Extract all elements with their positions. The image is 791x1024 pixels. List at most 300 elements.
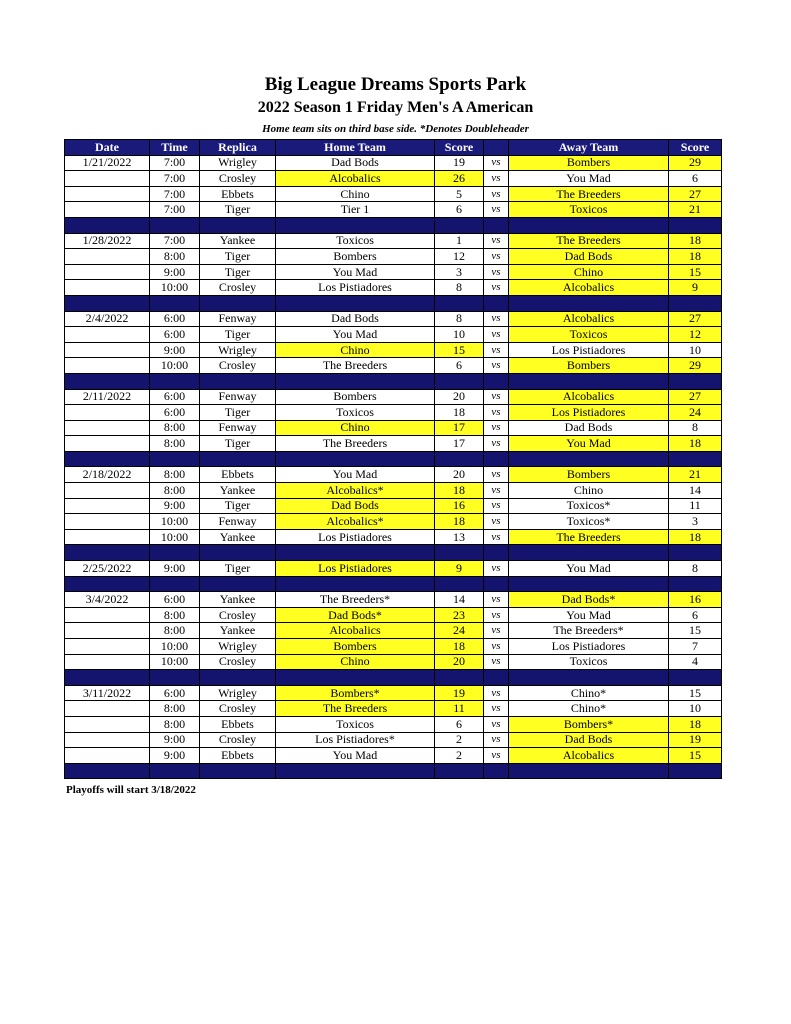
- home-score-cell: 6: [435, 358, 484, 374]
- home-score-cell: 10: [435, 327, 484, 343]
- separator-cell: [669, 670, 722, 686]
- home-team-cell: Toxicos: [276, 716, 435, 732]
- replica-cell: Tiger: [200, 202, 276, 218]
- separator-cell: [276, 763, 435, 779]
- date-cell: [65, 420, 150, 436]
- away-team-cell: Toxicos*: [509, 514, 669, 530]
- separator-cell: [150, 545, 200, 561]
- separator-cell: [276, 373, 435, 389]
- away-team-cell: The Breeders: [509, 529, 669, 545]
- home-score-cell: 17: [435, 436, 484, 452]
- vs-cell: vs: [484, 155, 509, 171]
- time-cell: 6:00: [150, 389, 200, 405]
- home-score-cell: 6: [435, 716, 484, 732]
- vs-cell: vs: [484, 483, 509, 499]
- separator-cell: [65, 373, 150, 389]
- away-team-cell: Alcobalics: [509, 311, 669, 327]
- replica-cell: Yankee: [200, 483, 276, 499]
- col-header-away-team: Away Team: [509, 140, 669, 156]
- game-row: [65, 748, 722, 764]
- vs-cell: vs: [484, 498, 509, 514]
- separator-cell: [150, 217, 200, 233]
- time-cell: 10:00: [150, 529, 200, 545]
- replica-cell: Ebbets: [200, 467, 276, 483]
- replica-cell: Yankee: [200, 529, 276, 545]
- replica-cell: Tiger: [200, 561, 276, 577]
- away-score-cell: 3: [669, 514, 722, 530]
- home-score-cell: 18: [435, 639, 484, 655]
- vs-cell: vs: [484, 436, 509, 452]
- game-row: [65, 732, 722, 748]
- home-team-cell: Alcobalics*: [276, 514, 435, 530]
- away-score-cell: 10: [669, 701, 722, 717]
- separator-cell: [669, 451, 722, 467]
- home-score-cell: 3: [435, 264, 484, 280]
- replica-cell: Tiger: [200, 264, 276, 280]
- date-cell: 2/25/2022: [65, 561, 150, 577]
- game-row: [65, 249, 722, 265]
- home-team-cell: Alcobalics: [276, 623, 435, 639]
- away-score-cell: 15: [669, 685, 722, 701]
- date-cell: 2/4/2022: [65, 311, 150, 327]
- separator-cell: [509, 295, 669, 311]
- home-team-cell: The Breeders*: [276, 592, 435, 608]
- home-score-cell: 23: [435, 607, 484, 623]
- separator-cell: [65, 451, 150, 467]
- replica-cell: Fenway: [200, 420, 276, 436]
- away-score-cell: 7: [669, 639, 722, 655]
- away-score-cell: 27: [669, 389, 722, 405]
- game-row: [65, 327, 722, 343]
- separator-cell: [150, 576, 200, 592]
- away-team-cell: Toxicos*: [509, 498, 669, 514]
- away-team-cell: Chino*: [509, 685, 669, 701]
- away-team-cell: You Mad: [509, 171, 669, 187]
- footer-note: Playoffs will start 3/18/2022: [66, 784, 196, 796]
- date-cell: [65, 716, 150, 732]
- date-cell: [65, 280, 150, 296]
- game-row: [65, 405, 722, 421]
- vs-cell: vs: [484, 592, 509, 608]
- vs-cell: vs: [484, 623, 509, 639]
- vs-cell: vs: [484, 732, 509, 748]
- home-team-cell: Bombers*: [276, 685, 435, 701]
- away-team-cell: The Breeders: [509, 186, 669, 202]
- away-score-cell: 18: [669, 233, 722, 249]
- page-subtitle: 2022 Season 1 Friday Men's A American: [257, 99, 534, 116]
- away-team-cell: Bombers*: [509, 716, 669, 732]
- home-score-cell: 6: [435, 202, 484, 218]
- away-team-cell: You Mad: [509, 607, 669, 623]
- away-team-cell: You Mad: [509, 436, 669, 452]
- date-cell: [65, 623, 150, 639]
- col-header-time: Time: [150, 140, 200, 156]
- separator-cell: [509, 545, 669, 561]
- date-cell: 2/18/2022: [65, 467, 150, 483]
- replica-cell: Tiger: [200, 249, 276, 265]
- home-team-cell: Toxicos: [276, 233, 435, 249]
- separator-cell: [276, 545, 435, 561]
- game-row: [65, 358, 722, 374]
- date-cell: 1/28/2022: [65, 233, 150, 249]
- separator-cell: [65, 763, 150, 779]
- game-row: [65, 701, 722, 717]
- time-cell: 7:00: [150, 202, 200, 218]
- time-cell: 6:00: [150, 327, 200, 343]
- home-team-cell: Chino: [276, 186, 435, 202]
- time-cell: 8:00: [150, 483, 200, 499]
- game-row: [65, 654, 722, 670]
- date-cell: [65, 264, 150, 280]
- away-score-cell: 9: [669, 280, 722, 296]
- away-score-cell: 21: [669, 202, 722, 218]
- vs-cell: vs: [484, 701, 509, 717]
- home-score-cell: 20: [435, 389, 484, 405]
- game-row: [65, 561, 722, 577]
- home-score-cell: 19: [435, 155, 484, 171]
- time-cell: 10:00: [150, 639, 200, 655]
- separator-cell: [435, 373, 484, 389]
- time-cell: 6:00: [150, 592, 200, 608]
- vs-cell: vs: [484, 249, 509, 265]
- date-cell: [65, 732, 150, 748]
- week-separator-row: [65, 763, 722, 779]
- away-score-cell: 18: [669, 716, 722, 732]
- separator-cell: [150, 451, 200, 467]
- home-score-cell: 19: [435, 685, 484, 701]
- separator-cell: [276, 217, 435, 233]
- time-cell: 9:00: [150, 498, 200, 514]
- time-cell: 8:00: [150, 467, 200, 483]
- separator-cell: [509, 373, 669, 389]
- away-score-cell: 11: [669, 498, 722, 514]
- away-team-cell: Toxicos: [509, 654, 669, 670]
- game-row: [65, 685, 722, 701]
- away-team-cell: Bombers: [509, 467, 669, 483]
- separator-cell: [484, 576, 509, 592]
- separator-cell: [150, 670, 200, 686]
- home-score-cell: 18: [435, 405, 484, 421]
- time-cell: 10:00: [150, 280, 200, 296]
- time-cell: 8:00: [150, 249, 200, 265]
- home-score-cell: 20: [435, 654, 484, 670]
- game-row: [65, 280, 722, 296]
- time-cell: 8:00: [150, 420, 200, 436]
- date-cell: [65, 405, 150, 421]
- home-team-cell: Chino: [276, 342, 435, 358]
- game-row: [65, 186, 722, 202]
- away-team-cell: Alcobalics: [509, 748, 669, 764]
- separator-cell: [150, 295, 200, 311]
- away-team-cell: The Breeders*: [509, 623, 669, 639]
- home-team-cell: Dad Bods: [276, 155, 435, 171]
- away-score-cell: 19: [669, 732, 722, 748]
- vs-cell: vs: [484, 561, 509, 577]
- vs-cell: vs: [484, 358, 509, 374]
- separator-cell: [200, 451, 276, 467]
- away-score-cell: 18: [669, 529, 722, 545]
- time-cell: 9:00: [150, 264, 200, 280]
- home-score-cell: 5: [435, 186, 484, 202]
- home-team-cell: Bombers: [276, 249, 435, 265]
- vs-cell: vs: [484, 420, 509, 436]
- time-cell: 9:00: [150, 732, 200, 748]
- replica-cell: Wrigley: [200, 685, 276, 701]
- date-cell: [65, 514, 150, 530]
- home-team-cell: Los Pistiadores: [276, 280, 435, 296]
- date-cell: 2/11/2022: [65, 389, 150, 405]
- game-row: [65, 623, 722, 639]
- game-row: [65, 639, 722, 655]
- home-score-cell: 12: [435, 249, 484, 265]
- replica-cell: Crosley: [200, 280, 276, 296]
- game-row: [65, 716, 722, 732]
- home-team-cell: The Breeders: [276, 358, 435, 374]
- header-note: Home team sits on third base side. *Denotes Doubleheader: [262, 123, 529, 135]
- date-cell: [65, 498, 150, 514]
- home-team-cell: Chino: [276, 654, 435, 670]
- away-score-cell: 27: [669, 311, 722, 327]
- vs-cell: vs: [484, 342, 509, 358]
- date-cell: [65, 358, 150, 374]
- week-separator-row: [65, 217, 722, 233]
- page-title: Big League Dreams Sports Park: [264, 74, 527, 95]
- home-team-cell: Bombers: [276, 389, 435, 405]
- date-cell: [65, 436, 150, 452]
- home-team-cell: Los Pistiadores: [276, 561, 435, 577]
- home-score-cell: 9: [435, 561, 484, 577]
- time-cell: 8:00: [150, 436, 200, 452]
- home-team-cell: Dad Bods*: [276, 607, 435, 623]
- col-header-away-score: Score: [669, 140, 722, 156]
- separator-cell: [509, 217, 669, 233]
- separator-cell: [669, 545, 722, 561]
- replica-cell: Ebbets: [200, 186, 276, 202]
- replica-cell: Ebbets: [200, 748, 276, 764]
- separator-cell: [509, 451, 669, 467]
- game-row: [65, 436, 722, 452]
- home-score-cell: 1: [435, 233, 484, 249]
- vs-cell: vs: [484, 748, 509, 764]
- home-team-cell: Toxicos: [276, 405, 435, 421]
- replica-cell: Crosley: [200, 701, 276, 717]
- date-cell: [65, 342, 150, 358]
- game-row: [65, 514, 722, 530]
- game-row: [65, 233, 722, 249]
- separator-cell: [65, 295, 150, 311]
- time-cell: 8:00: [150, 701, 200, 717]
- separator-cell: [435, 295, 484, 311]
- away-score-cell: 8: [669, 420, 722, 436]
- away-score-cell: 15: [669, 264, 722, 280]
- away-score-cell: 12: [669, 327, 722, 343]
- separator-cell: [484, 763, 509, 779]
- away-score-cell: 15: [669, 748, 722, 764]
- game-row: [65, 498, 722, 514]
- col-header-date: Date: [65, 140, 150, 156]
- separator-cell: [65, 545, 150, 561]
- separator-cell: [276, 670, 435, 686]
- game-row: [65, 311, 722, 327]
- away-team-cell: Bombers: [509, 358, 669, 374]
- home-team-cell: Tier 1: [276, 202, 435, 218]
- game-row: [65, 529, 722, 545]
- away-score-cell: 14: [669, 483, 722, 499]
- vs-cell: vs: [484, 529, 509, 545]
- game-row: [65, 467, 722, 483]
- away-team-cell: Los Pistiadores: [509, 639, 669, 655]
- separator-cell: [669, 217, 722, 233]
- home-score-cell: 18: [435, 483, 484, 499]
- replica-cell: Tiger: [200, 405, 276, 421]
- separator-cell: [484, 217, 509, 233]
- separator-cell: [669, 373, 722, 389]
- separator-cell: [65, 217, 150, 233]
- home-team-cell: Los Pistiadores: [276, 529, 435, 545]
- away-score-cell: 10: [669, 342, 722, 358]
- date-cell: [65, 249, 150, 265]
- away-score-cell: 21: [669, 467, 722, 483]
- home-score-cell: 11: [435, 701, 484, 717]
- separator-cell: [484, 451, 509, 467]
- away-team-cell: Bombers: [509, 155, 669, 171]
- home-team-cell: You Mad: [276, 264, 435, 280]
- vs-cell: vs: [484, 716, 509, 732]
- time-cell: 7:00: [150, 186, 200, 202]
- away-team-cell: Alcobalics: [509, 389, 669, 405]
- home-team-cell: You Mad: [276, 748, 435, 764]
- home-team-cell: Alcobalics*: [276, 483, 435, 499]
- vs-cell: vs: [484, 405, 509, 421]
- away-score-cell: 29: [669, 155, 722, 171]
- vs-cell: vs: [484, 389, 509, 405]
- vs-cell: vs: [484, 311, 509, 327]
- time-cell: 6:00: [150, 685, 200, 701]
- home-score-cell: 26: [435, 171, 484, 187]
- away-score-cell: 29: [669, 358, 722, 374]
- separator-cell: [669, 763, 722, 779]
- home-team-cell: Dad Bods: [276, 311, 435, 327]
- away-team-cell: Alcobalics: [509, 280, 669, 296]
- vs-cell: vs: [484, 327, 509, 343]
- home-score-cell: 8: [435, 280, 484, 296]
- schedule-table: [64, 139, 722, 779]
- date-cell: 3/11/2022: [65, 685, 150, 701]
- replica-cell: Crosley: [200, 654, 276, 670]
- date-cell: [65, 529, 150, 545]
- time-cell: 6:00: [150, 311, 200, 327]
- week-separator-row: [65, 545, 722, 561]
- separator-cell: [484, 373, 509, 389]
- game-row: [65, 592, 722, 608]
- date-cell: [65, 701, 150, 717]
- separator-cell: [200, 217, 276, 233]
- away-team-cell: Los Pistiadores: [509, 342, 669, 358]
- separator-cell: [509, 576, 669, 592]
- time-cell: 8:00: [150, 716, 200, 732]
- away-score-cell: 6: [669, 171, 722, 187]
- date-cell: [65, 639, 150, 655]
- separator-cell: [276, 451, 435, 467]
- separator-cell: [435, 763, 484, 779]
- home-team-cell: Dad Bods: [276, 498, 435, 514]
- away-team-cell: Chino: [509, 264, 669, 280]
- away-team-cell: Chino: [509, 483, 669, 499]
- separator-cell: [200, 373, 276, 389]
- away-score-cell: 24: [669, 405, 722, 421]
- time-cell: 10:00: [150, 514, 200, 530]
- separator-cell: [484, 545, 509, 561]
- away-score-cell: 15: [669, 623, 722, 639]
- home-score-cell: 17: [435, 420, 484, 436]
- separator-cell: [509, 670, 669, 686]
- away-team-cell: The Breeders: [509, 233, 669, 249]
- separator-cell: [150, 763, 200, 779]
- vs-cell: vs: [484, 233, 509, 249]
- replica-cell: Tiger: [200, 436, 276, 452]
- away-score-cell: 27: [669, 186, 722, 202]
- date-cell: [65, 748, 150, 764]
- time-cell: 10:00: [150, 358, 200, 374]
- vs-cell: vs: [484, 264, 509, 280]
- replica-cell: Fenway: [200, 311, 276, 327]
- vs-cell: vs: [484, 654, 509, 670]
- away-team-cell: Dad Bods*: [509, 592, 669, 608]
- game-row: [65, 171, 722, 187]
- home-score-cell: 13: [435, 529, 484, 545]
- week-separator-row: [65, 576, 722, 592]
- away-score-cell: 6: [669, 607, 722, 623]
- home-score-cell: 2: [435, 748, 484, 764]
- game-row: [65, 389, 722, 405]
- replica-cell: Ebbets: [200, 716, 276, 732]
- away-score-cell: 4: [669, 654, 722, 670]
- separator-cell: [669, 576, 722, 592]
- separator-cell: [65, 670, 150, 686]
- game-row: [65, 202, 722, 218]
- replica-cell: Crosley: [200, 358, 276, 374]
- home-team-cell: The Breeders: [276, 701, 435, 717]
- home-team-cell: You Mad: [276, 467, 435, 483]
- time-cell: 7:00: [150, 155, 200, 171]
- away-score-cell: 8: [669, 561, 722, 577]
- home-team-cell: The Breeders: [276, 436, 435, 452]
- date-cell: [65, 327, 150, 343]
- home-team-cell: You Mad: [276, 327, 435, 343]
- away-team-cell: Los Pistiadores: [509, 405, 669, 421]
- date-cell: 1/21/2022: [65, 155, 150, 171]
- date-cell: [65, 171, 150, 187]
- vs-cell: vs: [484, 186, 509, 202]
- vs-cell: vs: [484, 280, 509, 296]
- game-row: [65, 155, 722, 171]
- away-score-cell: 18: [669, 249, 722, 265]
- vs-cell: vs: [484, 202, 509, 218]
- home-score-cell: 16: [435, 498, 484, 514]
- col-header-home-score: Score: [435, 140, 484, 156]
- separator-cell: [276, 295, 435, 311]
- away-team-cell: Dad Bods: [509, 420, 669, 436]
- vs-cell: vs: [484, 514, 509, 530]
- date-cell: [65, 202, 150, 218]
- home-score-cell: 8: [435, 311, 484, 327]
- home-team-cell: Alcobalics: [276, 171, 435, 187]
- away-team-cell: Dad Bods: [509, 732, 669, 748]
- home-team-cell: Chino: [276, 420, 435, 436]
- game-row: [65, 342, 722, 358]
- home-score-cell: 15: [435, 342, 484, 358]
- separator-cell: [200, 670, 276, 686]
